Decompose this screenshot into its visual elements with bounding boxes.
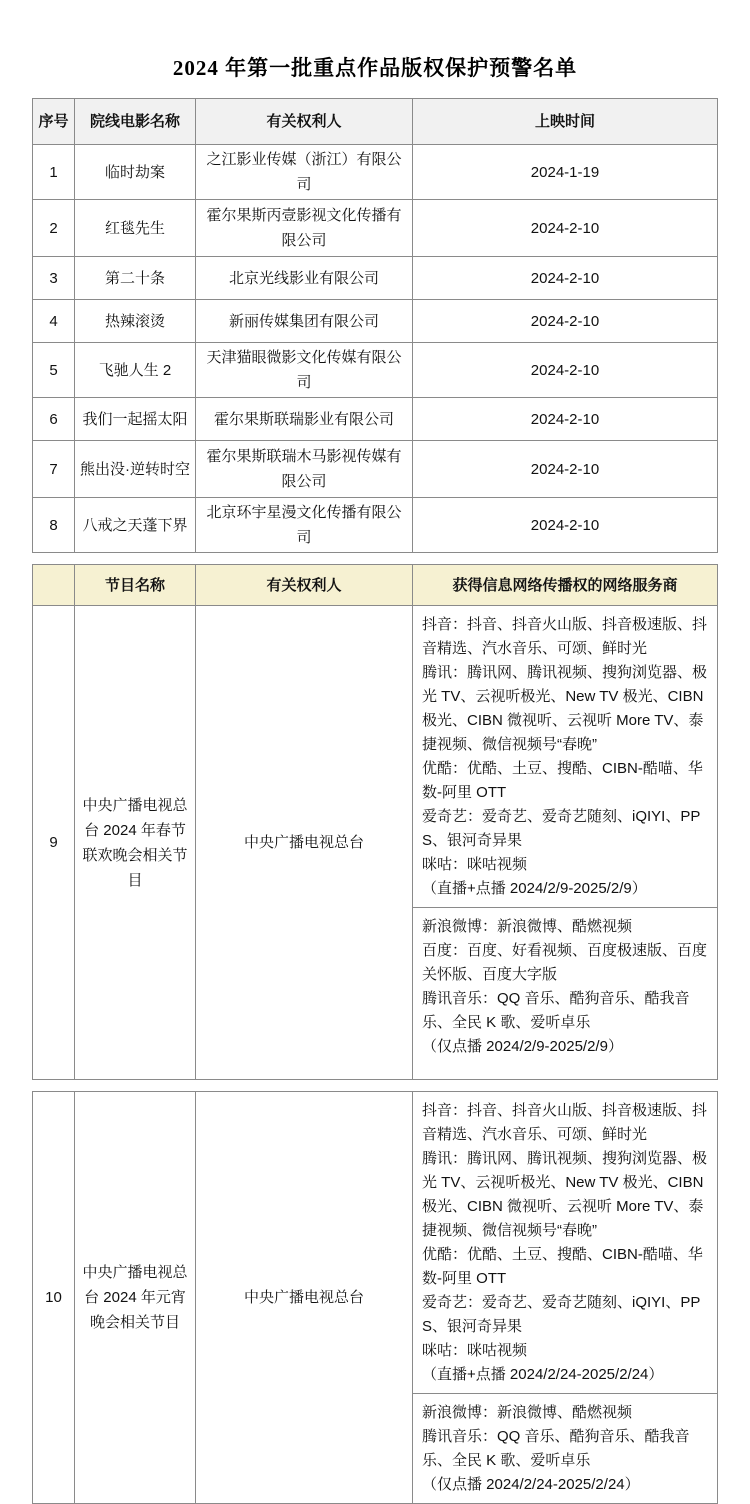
header-movie-name: 院线电影名称 <box>75 99 196 145</box>
program-no: 10 <box>33 1092 75 1504</box>
provider-line: 优酷：优酷、土豆、搜酷、CIBN-酷喵、华数-阿里 OTT <box>422 1246 703 1287</box>
table-row <box>33 200 718 257</box>
table-row <box>33 1092 718 1394</box>
provider-window-note: （直播+点播 2024/2/9-2025/2/9） <box>422 880 647 897</box>
providers-live-cell <box>413 1092 718 1394</box>
program-rights-holder: 中央广播电视总台 <box>196 606 413 1080</box>
providers-live-group <box>422 613 709 901</box>
providers-vod-group <box>422 1401 709 1497</box>
movie-rights-holder: 新丽传媒集团有限公司 <box>196 300 413 343</box>
header-network-providers: 获得信息网络传播权的网络服务商 <box>413 565 718 606</box>
provider-line: 新浪微博：新浪微博、酷燃视频 <box>422 1404 633 1421</box>
program-no: 9 <box>33 606 75 1080</box>
movie-release-date: 2024-2-10 <box>413 343 718 398</box>
movie-no: 8 <box>33 498 75 553</box>
programs-table <box>32 564 718 1080</box>
movie-name: 临时劫案 <box>75 145 196 200</box>
movie-release-date: 2024-1-19 <box>413 145 718 200</box>
table-gap <box>0 1080 750 1091</box>
movie-release-date: 2024-2-10 <box>413 441 718 498</box>
movie-name: 八戒之天蓬下界 <box>75 498 196 553</box>
provider-line: 腾讯音乐：QQ 音乐、酷狗音乐、酷我音乐、全民 K 歌、爱听卓乐 <box>422 1428 690 1469</box>
header-rights-holder: 有关权利人 <box>196 99 413 145</box>
provider-window-note: （仅点播 2024/2/9-2025/2/9） <box>422 1038 623 1055</box>
provider-line: 抖音：抖音、抖音火山版、抖音极速版、抖音精选、汽水音乐、可颂、鲜时光 <box>422 616 708 657</box>
movie-rights-holder: 之江影业传媒（浙江）有限公司 <box>196 145 413 200</box>
program-name: 中央广播电视总台 2024 年元宵晚会相关节目 <box>75 1092 196 1504</box>
providers-live-cell <box>413 606 718 908</box>
movie-name: 飞驰人生 2 <box>75 343 196 398</box>
table-row <box>33 441 718 498</box>
provider-line: 爱奇艺：爱奇艺、爱奇艺随刻、iQIYI、PPS、银河奇异果 <box>422 808 701 849</box>
provider-line: 腾讯：腾讯网、腾讯视频、搜狗浏览器、极光 TV、云视听极光、New TV 极光、CIBN 极光、CIBN 微视听、云视听 More TV、泰捷视频、微信视频号“春晚” <box>422 1150 708 1239</box>
movies-table <box>32 98 718 553</box>
table-row <box>33 498 718 553</box>
movie-no: 7 <box>33 441 75 498</box>
movie-no: 2 <box>33 200 75 257</box>
providers-live-group <box>422 1099 709 1387</box>
providers-vod-group <box>422 915 709 1073</box>
header-program-name: 节目名称 <box>75 565 196 606</box>
movie-release-date: 2024-2-10 <box>413 498 718 553</box>
programs-table-continued <box>32 1091 718 1504</box>
table-row <box>33 343 718 398</box>
movie-no: 5 <box>33 343 75 398</box>
header-release-date: 上映时间 <box>413 99 718 145</box>
table-row <box>33 398 718 441</box>
movie-no: 1 <box>33 145 75 200</box>
provider-line: 优酷：优酷、土豆、搜酷、CIBN-酷喵、华数-阿里 OTT <box>422 760 703 801</box>
movies-header-row <box>33 99 718 145</box>
movie-rights-holder: 天津猫眼微影文化传媒有限公司 <box>196 343 413 398</box>
provider-line: 咪咕：咪咕视频 <box>422 856 528 873</box>
provider-line: 腾讯音乐：QQ 音乐、酷狗音乐、酷我音乐、全民 K 歌、爱听卓乐 <box>422 990 690 1031</box>
movie-name: 第二十条 <box>75 257 196 300</box>
movie-rights-holder: 北京光线影业有限公司 <box>196 257 413 300</box>
table-row <box>33 606 718 908</box>
providers-vod-cell <box>413 908 718 1080</box>
provider-line: 爱奇艺：爱奇艺、爱奇艺随刻、iQIYI、PPS、银河奇异果 <box>422 1294 701 1335</box>
movie-name: 热辣滚烫 <box>75 300 196 343</box>
provider-line: 抖音：抖音、抖音火山版、抖音极速版、抖音精选、汽水音乐、可颂、鲜时光 <box>422 1102 708 1143</box>
table-row <box>33 257 718 300</box>
movie-no: 4 <box>33 300 75 343</box>
header-rights-holder: 有关权利人 <box>196 565 413 606</box>
provider-line: 百度：百度、好看视频、百度极速版、百度关怀版、百度大字版 <box>422 942 708 983</box>
provider-line: 新浪微博：新浪微博、酷燃视频 <box>422 918 633 935</box>
table-gap <box>0 553 750 564</box>
movie-rights-holder: 霍尔果斯联瑞木马影视传媒有限公司 <box>196 441 413 498</box>
provider-window-note: （直播+点播 2024/2/24-2025/2/24） <box>422 1366 664 1383</box>
movie-name: 熊出没·逆转时空 <box>75 441 196 498</box>
provider-window-note: （仅点播 2024/2/24-2025/2/24） <box>422 1476 640 1493</box>
providers-vod-cell <box>413 1394 718 1504</box>
program-rights-holder: 中央广播电视总台 <box>196 1092 413 1504</box>
page-title: 2024 年第一批重点作品版权保护预警名单 <box>172 56 578 80</box>
provider-line: 腾讯：腾讯网、腾讯视频、搜狗浏览器、极光 TV、云视听极光、New TV 极光、CIBN 极光、CIBN 微视听、云视听 More TV、泰捷视频、微信视频号“春晚” <box>422 664 708 753</box>
movie-rights-holder: 霍尔果斯丙壹影视文化传播有限公司 <box>196 200 413 257</box>
movie-release-date: 2024-2-10 <box>413 257 718 300</box>
movie-no: 3 <box>33 257 75 300</box>
movie-rights-holder: 霍尔果斯联瑞影业有限公司 <box>196 398 413 441</box>
movie-release-date: 2024-2-10 <box>413 200 718 257</box>
programs-header-row <box>33 565 718 606</box>
movie-release-date: 2024-2-10 <box>413 398 718 441</box>
provider-line: 咪咕：咪咕视频 <box>422 1342 528 1359</box>
movie-release-date: 2024-2-10 <box>413 300 718 343</box>
table-row <box>33 145 718 200</box>
header-empty-cell <box>33 565 75 606</box>
table-row <box>33 300 718 343</box>
movie-name: 我们一起摇太阳 <box>75 398 196 441</box>
header-serial-no: 序号 <box>33 99 75 145</box>
movie-no: 6 <box>33 398 75 441</box>
movie-rights-holder: 北京环宇星漫文化传播有限公司 <box>196 498 413 553</box>
movie-name: 红毯先生 <box>75 200 196 257</box>
program-name: 中央广播电视总台 2024 年春节联欢晚会相关节目 <box>75 606 196 1080</box>
